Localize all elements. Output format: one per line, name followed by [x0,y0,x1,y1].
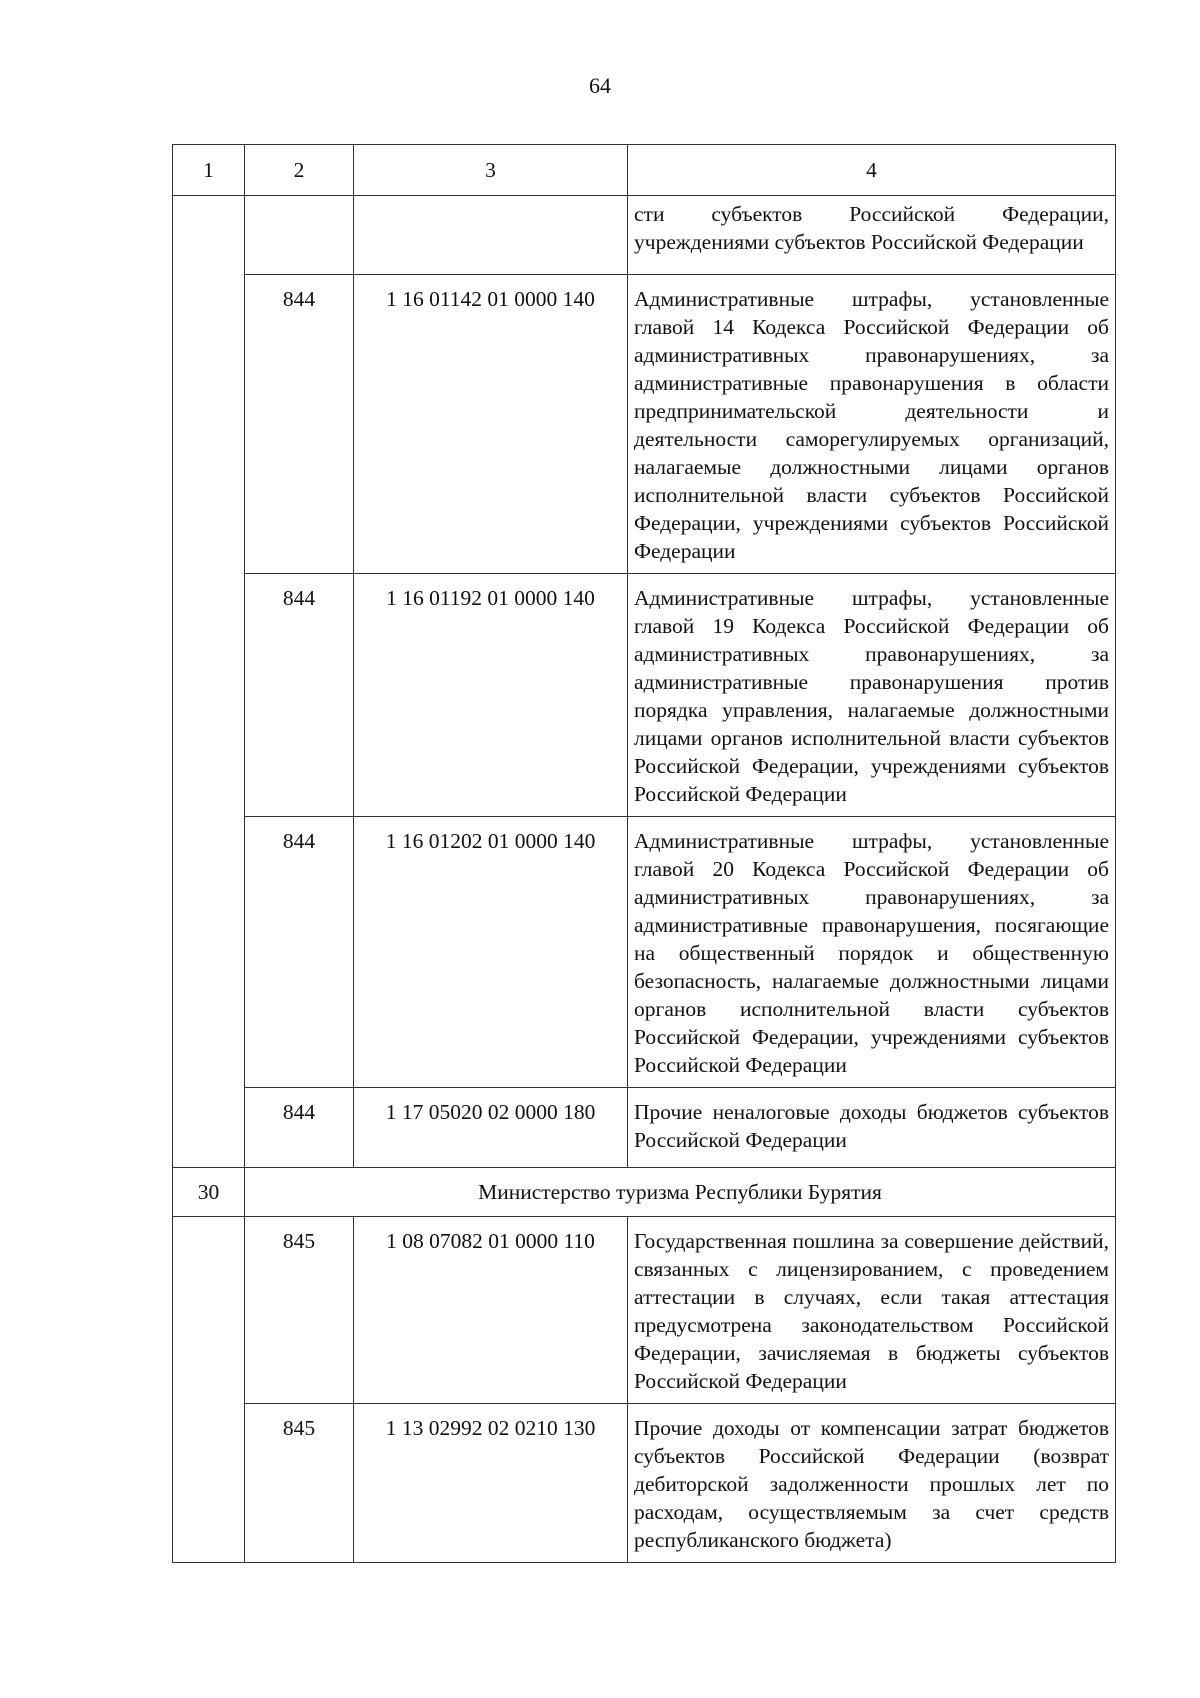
page-number: 64 [589,73,611,98]
revenue-code-cell: 1 13 02992 02 0210 130 [354,1404,628,1563]
header-cell-1: 1 [173,145,245,196]
group-number-cell [173,196,245,1168]
description-cell: Прочие неналоговые доходы бюджетов субъектов Российской Федерации [628,1088,1116,1168]
ministry-row [173,1168,1116,1217]
description-cell: Административные штрафы, установленные главой 20 Кодекса Российской Федерации об административных правонарушениях, за административные правонарушения, посягающие на общественный порядок и общественную безопасность, налагаемые должностными лицами органов исполнительной власти субъектов Российской Федерации, учреждениями субъектов Российской Федерации [628,817,1116,1088]
revenue-code-cell: 1 08 07082 01 0000 110 [354,1217,628,1404]
description-cell: Прочие доходы от компенсации затрат бюджетов субъектов Российской Федерации (возврат дебиторской задолженности прошлых лет по расходам, осуществляемым за счет средств республиканского бюджета) [628,1404,1116,1563]
description-cell: Административные штрафы, установленные главой 19 Кодекса Российской Федерации об административных правонарушениях, за административные правонарушения против порядка управления, налагаемые должностными лицами органов исполнительной власти субъектов Российской Федерации, учреждениями субъектов Российской Федерации [628,574,1116,817]
table-row [173,196,1116,275]
revenue-code-cell: 1 17 05020 02 0000 180 [354,1088,628,1168]
table-row [173,1088,1116,1168]
admin-code-cell: 844 [245,817,354,1088]
admin-code-cell [245,196,354,275]
description-cell: Государственная пошлина за совершение действий, связанных с лицензированием, с проведением аттестации в случаях, если такая аттестация предусмотрена законодательством Российской Федерации, зачисляемая в бюджеты субъектов Российской Федерации [628,1217,1116,1404]
table-header-row [173,145,1116,196]
header-cell-3: 3 [354,145,628,196]
revenue-codes-table [172,144,1116,1563]
ministry-name-cell: Министерство туризма Республики Бурятия [245,1168,1116,1217]
table-row [173,1404,1116,1563]
revenue-code-cell: 1 16 01142 01 0000 140 [354,275,628,574]
ministry-number-cell: 30 [173,1168,245,1217]
revenue-code-cell [354,196,628,275]
header-cell-4: 4 [628,145,1116,196]
admin-code-cell: 844 [245,275,354,574]
table-row [173,275,1116,574]
admin-code-cell: 845 [245,1404,354,1563]
table-row [173,574,1116,817]
header-cell-2: 2 [245,145,354,196]
group-number-cell [173,1217,245,1563]
description-cell: сти субъектов Российской Федерации, учреждениями субъектов Российской Федерации [628,196,1116,275]
admin-code-cell: 844 [245,574,354,817]
revenue-code-cell: 1 16 01202 01 0000 140 [354,817,628,1088]
admin-code-cell: 844 [245,1088,354,1168]
table-row [173,817,1116,1088]
admin-code-cell: 845 [245,1217,354,1404]
description-cell: Административные штрафы, установленные главой 14 Кодекса Российской Федерации об административных правонарушениях, за административные правонарушения в области предпринимательской деятельности и деятельности саморегулируемых организаций, налагаемые должностными лицами органов исполнительной власти субъектов Российской Федерации, учреждениями субъектов Российской Федерации [628,275,1116,574]
table-row [173,1217,1116,1404]
revenue-code-cell: 1 16 01192 01 0000 140 [354,574,628,817]
